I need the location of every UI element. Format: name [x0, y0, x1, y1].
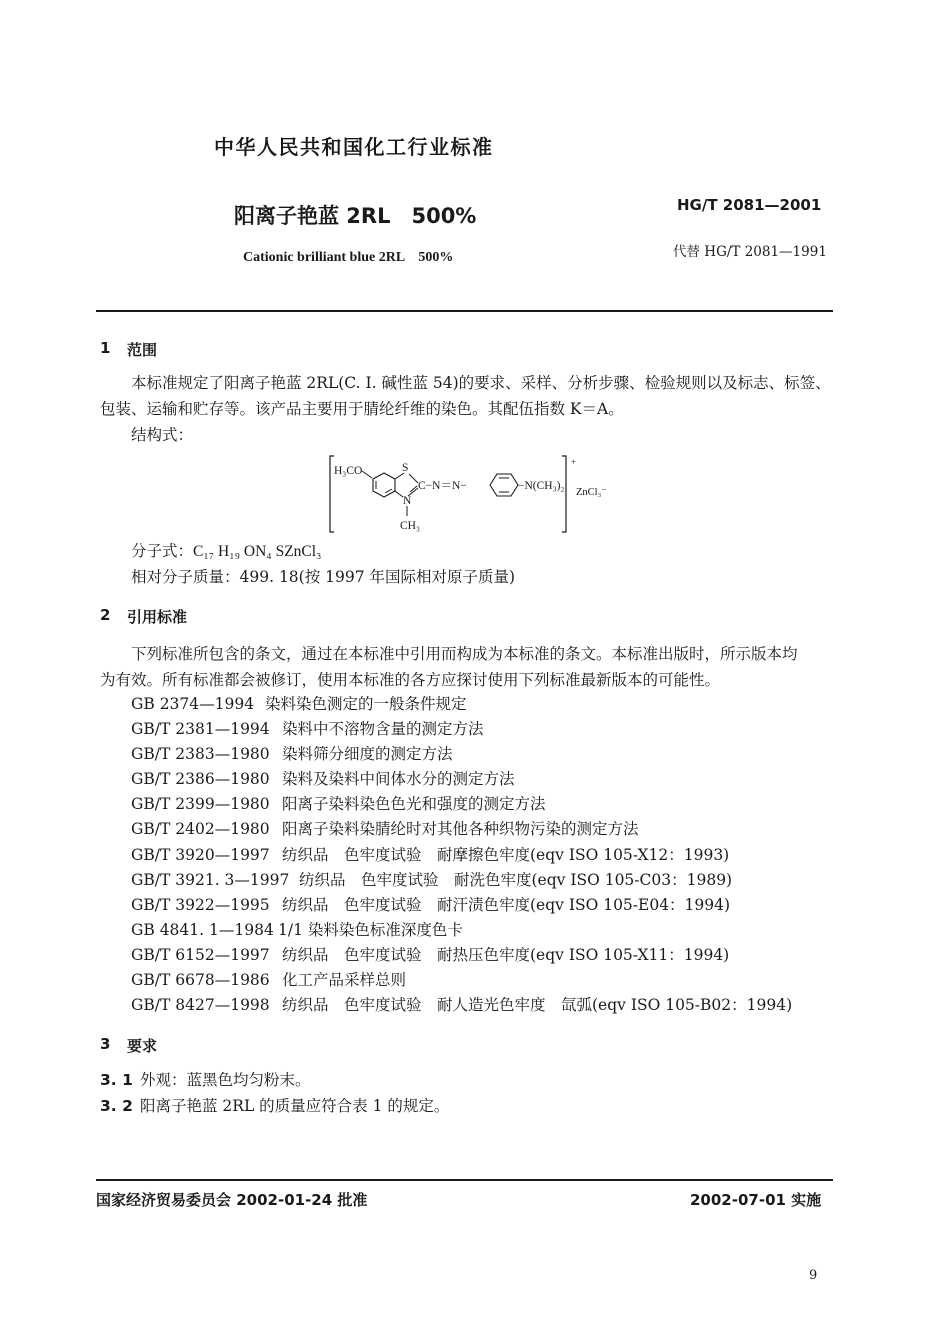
reference-title: 纺织品 色牢度试验 耐汗渍色牢度(eqv ISO 105-E04：1994) [282, 896, 731, 914]
reference-code: GB/T 6152—1997 [131, 946, 270, 964]
reference-item [131, 843, 729, 868]
reference-item [131, 792, 546, 817]
national-standard-title: 中华人民共和国化工行业标准 [214, 135, 494, 159]
section-2-para-line-2: 为有效。所有标准都会被修订，使用本标准的各方应探讨使用下列标准最新版本的可能性。 [100, 671, 721, 689]
n-methyl-group: CH₃ [400, 520, 420, 532]
structure-label: 结构式： [131, 426, 194, 444]
approval-date: 国家经济贸易委员会 2002-01-24 批准 [96, 1191, 368, 1209]
reference-title: 纺织品 色牢度试验 耐洗色牢度(eqv ISO 105-C03：1989) [299, 871, 733, 889]
reference-item [131, 868, 732, 893]
page-number: 9 [809, 1268, 818, 1283]
reference-item [131, 968, 406, 993]
section-3-number: 3 [100, 1035, 111, 1053]
document-title-en: Cationic brilliant blue 2RL 500% [243, 250, 454, 265]
reference-code: GB/T 2402—1980 [131, 820, 270, 838]
requirement-item [100, 1068, 311, 1093]
requirement-text: 外观：蓝黑色均匀粉末。 [140, 1071, 311, 1089]
reference-title: 化工产品采样总则 [282, 971, 407, 989]
standard-number: HG/T 2081—2001 [677, 196, 822, 214]
formula-value: C₁₇ H₁₉ ON₄ SZnCl₃ [193, 543, 322, 560]
right-bracket [562, 456, 566, 532]
requirement-number: 3. 1 [100, 1071, 133, 1089]
footer-rule [96, 1179, 833, 1181]
reference-code: GB/T 2399—1980 [131, 795, 270, 813]
dimethylamino-group: −N(CH₃)₂ [518, 480, 565, 492]
reference-code: GB/T 3920—1997 [131, 846, 270, 864]
section-2-title: 引用标准 [127, 608, 188, 626]
requirement-number: 3. 2 [100, 1097, 133, 1115]
methoxy-group: H₃CO [334, 465, 363, 477]
section-3-title: 要求 [127, 1037, 158, 1055]
zinc-chloride-anion: ZnCl₃⁻ [576, 487, 607, 498]
reference-title: 阳离子染料染腈纶时对其他各种织物污染的测定方法 [282, 820, 639, 838]
section-1-number: 1 [100, 339, 111, 357]
reference-title: 染料中不溶物含量的测定方法 [282, 720, 484, 738]
reference-title: 1/1 染料染色标准深度色卡 [278, 921, 463, 939]
effective-date: 2002-07-01 实施 [690, 1191, 822, 1209]
reference-title: 染料染色测定的一般条件规定 [265, 695, 467, 713]
phenylene-ring [490, 474, 518, 496]
section-2-para-line-1: 下列标准所包含的条文，通过在本标准中引用而构成为本标准的条文。本标准出版时，所示版本均 [131, 645, 798, 663]
document-title-cn: 阳离子艳蓝 2RL 500% [234, 204, 477, 228]
reference-item [131, 943, 729, 968]
reference-code: GB 2374—1994 [131, 695, 255, 713]
reference-title: 纺织品 色牢度试验 耐人造光色牢度 氙弧(eqv ISO 105-B02：1994) [282, 996, 793, 1014]
reference-code: GB/T 8427—1998 [131, 996, 270, 1014]
reference-code: GB/T 2381—1994 [131, 720, 270, 738]
reference-code: GB 4841. 1—1984 [131, 921, 274, 939]
ring-nitrogen: N [403, 495, 412, 507]
reference-code: GB/T 2383—1980 [131, 745, 270, 763]
replaces-standard: 代替 HG/T 2081—1991 [673, 244, 827, 260]
molecular-mass: 相对分子质量：499. 18(按 1997 年国际相对原子质量) [131, 568, 516, 586]
reference-title: 染料筛分细度的测定方法 [282, 745, 453, 763]
charge-plus: + [571, 457, 577, 467]
reference-item [131, 717, 484, 742]
requirement-item [100, 1094, 449, 1119]
reference-title: 纺织品 色牢度试验 耐热压色牢度(eqv ISO 105-X11：1994) [282, 946, 730, 964]
section-1-para-line-2: 包装、运输和贮存等。该产品主要用于腈纶纤维的染色。其配伍指数 K＝A。 [100, 400, 624, 418]
reference-item [131, 817, 639, 842]
formula-label: 分子式： [131, 542, 194, 560]
reference-title: 染料及染料中间体水分的测定方法 [282, 770, 515, 788]
requirement-text: 阳离子艳蓝 2RL 的质量应符合表 1 的规定。 [140, 1097, 450, 1115]
reference-item [131, 692, 467, 717]
header-rule [96, 310, 833, 312]
reference-item [131, 918, 463, 943]
reference-item [131, 767, 515, 792]
reference-item [131, 893, 730, 918]
reference-title: 阳离子染料染色色光和强度的测定方法 [282, 795, 546, 813]
sulfur-atom: S [402, 462, 409, 474]
reference-item [131, 742, 453, 767]
reference-code: GB/T 3922—1995 [131, 896, 270, 914]
reference-item [131, 993, 792, 1018]
section-1-para-line-1: 本标准规定了阳离子艳蓝 2RL(C. I. 碱性蓝 54)的要求、采样、分析步骤、检验规则以及标志、标签、 [131, 374, 831, 392]
section-2-number: 2 [100, 606, 111, 624]
reference-code: GB/T 2386—1980 [131, 770, 270, 788]
azo-linkage: C−N＝N− [418, 480, 467, 492]
section-1-title: 范围 [127, 341, 158, 359]
structural-formula [326, 452, 626, 536]
reference-code: GB/T 6678—1986 [131, 971, 270, 989]
reference-code: GB/T 3921. 3—1997 [131, 871, 290, 889]
reference-title: 纺织品 色牢度试验 耐摩擦色牢度(eqv ISO 105-X12：1993) [282, 846, 730, 864]
